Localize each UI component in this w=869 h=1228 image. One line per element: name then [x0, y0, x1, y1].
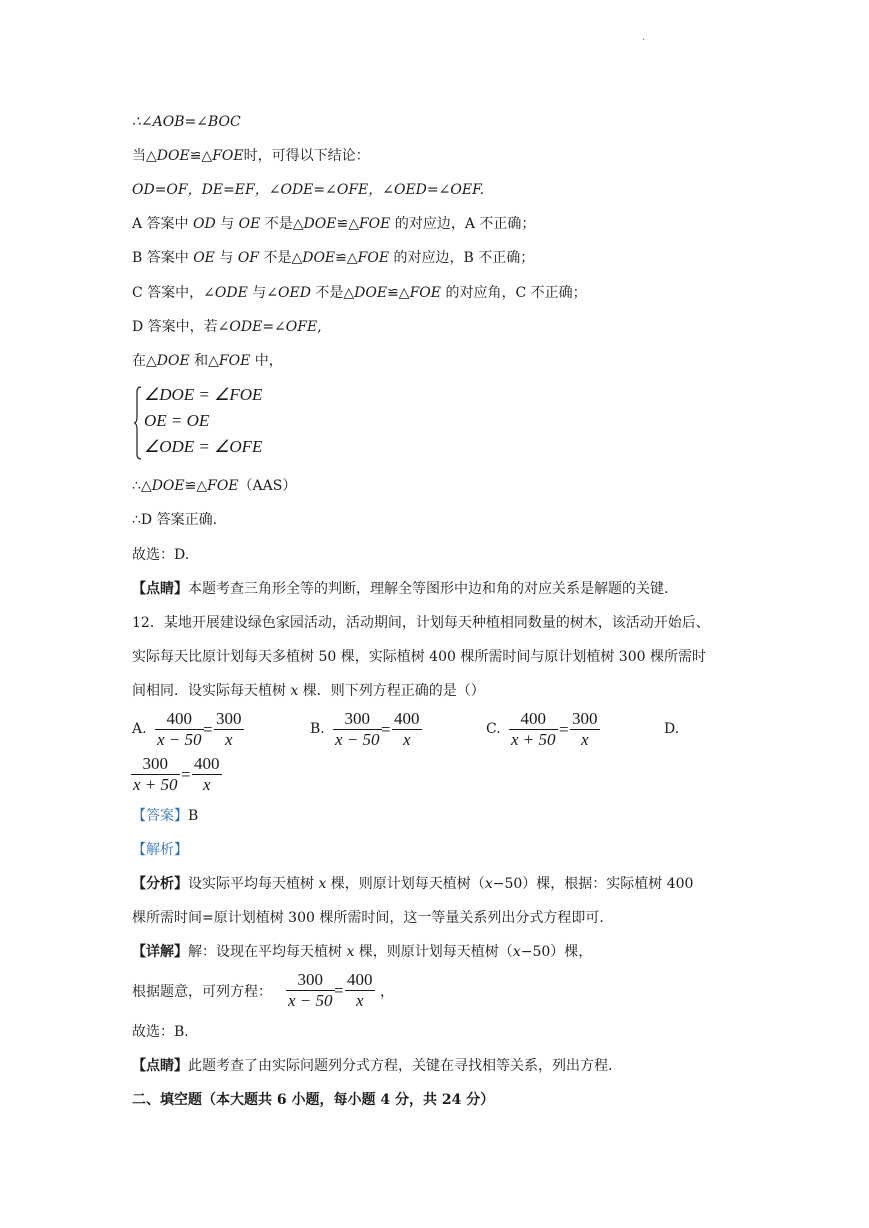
line-in-triangles: 在△DOE 和△FOE 中，: [132, 353, 283, 369]
option-a-equals: =: [203, 720, 213, 739]
left-brace-icon: [134, 386, 142, 460]
detail-line-1: 【详解】解：设现在平均每天植树 x 棵，则原计划每天植树（x−50）棵，: [132, 944, 593, 960]
analysis-line-2: 棵所需时间=原计划植树 300 棵所需时间，这一等量关系列出分式方程即可.: [132, 910, 604, 926]
line-choose-d: 故选：D.: [132, 547, 190, 563]
question-12-line-2: 实际每天比原计划每天多植树 50 棵，实际植树 400 棵所需时间与原计划植树 300 棵所需时: [132, 649, 706, 665]
detail-comma: ，: [380, 985, 394, 1000]
page-dot: .: [642, 32, 646, 43]
remark-12: 【点睛】此题考查了由实际问题列分式方程，关键在寻找相等关系，列出方程.: [132, 1058, 613, 1074]
line-conclusions: OD=OF，DE=EF，∠ODE=∠OFE，∠OED=∠OEF.: [132, 182, 485, 198]
line-option-b-analysis: B 答案中 OE 与 OF 不是△DOE≌△FOE 的对应边，B 不正确；: [132, 250, 535, 266]
detail-fraction-right: 400 x: [347, 970, 373, 1010]
answer-line: 【答案】B: [132, 808, 199, 824]
detail-equals: =: [334, 981, 344, 1000]
system-line-2: OE = OE: [144, 411, 210, 430]
system-line-3: ∠ODE = ∠OFE: [144, 437, 263, 456]
option-b-label: B.: [310, 721, 325, 737]
option-b-equals: =: [381, 720, 391, 739]
line-therefore-congruent: ∴△DOE≌△FOE（AAS）: [132, 478, 297, 494]
option-d-equals: =: [181, 765, 191, 784]
analysis-line-1: 【分析】设实际平均每天植树 x 棵，则原计划每天植树（x−50）棵，根据：实际植树 400: [132, 876, 694, 892]
option-d-fraction-right: 400 x: [194, 754, 220, 794]
detail-line-2: 根据题意，可列方程：: [132, 984, 272, 1000]
system-line-1: ∠DOE = ∠FOE: [144, 385, 263, 404]
option-d-fraction-left: 300 x + 50: [133, 754, 178, 794]
detail-fraction-left: 300 x − 50: [288, 970, 333, 1010]
line-angle-equal: ∴∠AOB=∠BOC: [132, 114, 241, 130]
option-c-label: C.: [486, 721, 501, 737]
option-a-fraction-left: 400 x − 50: [157, 709, 202, 749]
line-d-correct: ∴D 答案正确.: [132, 512, 218, 528]
question-12-line-3: 间相同．设实际每天植树 x 棵．则下列方程正确的是（）: [132, 683, 485, 699]
option-c-fraction-left: 400 x + 50: [511, 709, 556, 749]
option-d-label: D.: [664, 721, 680, 737]
line-option-d-analysis: D 答案中，若∠ODE=∠OFE,: [132, 319, 322, 335]
line-remark-11: 【点睛】本题考查三角形全等的判断，理解全等图形中边和角的对应关系是解题的关键.: [132, 581, 669, 597]
line-congruent-intro: 当△DOE≌△FOE时，可得以下结论：: [132, 148, 370, 164]
option-c-equals: =: [559, 720, 569, 739]
question-12-line-1: 12．某地开展建设绿色家园活动，活动期间，计划每天种植相同数量的树木，该活动开始后、: [132, 615, 710, 631]
option-b-fraction-left: 300 x − 50: [335, 709, 380, 749]
option-b-fraction-right: 400 x: [394, 709, 420, 749]
section-heading: 二、填空题（本大题共 6 小题，每小题 4 分，共 24 分）: [132, 1092, 495, 1108]
option-a-fraction-right: 300 x: [216, 709, 242, 749]
option-a-label: A.: [132, 721, 147, 737]
line-option-a-analysis: A 答案中 OD 与 OE 不是△DOE≌△FOE 的对应边，A 不正确；: [132, 216, 536, 232]
detail-line-3: 故选：B.: [132, 1024, 189, 1040]
option-c-fraction-right: 300 x: [572, 709, 598, 749]
line-option-c-analysis: C 答案中，∠ODE 与∠OED 不是△DOE≌△FOE 的对应角，C 不正确；: [132, 285, 587, 301]
analysis-heading: 【解析】: [132, 842, 188, 858]
